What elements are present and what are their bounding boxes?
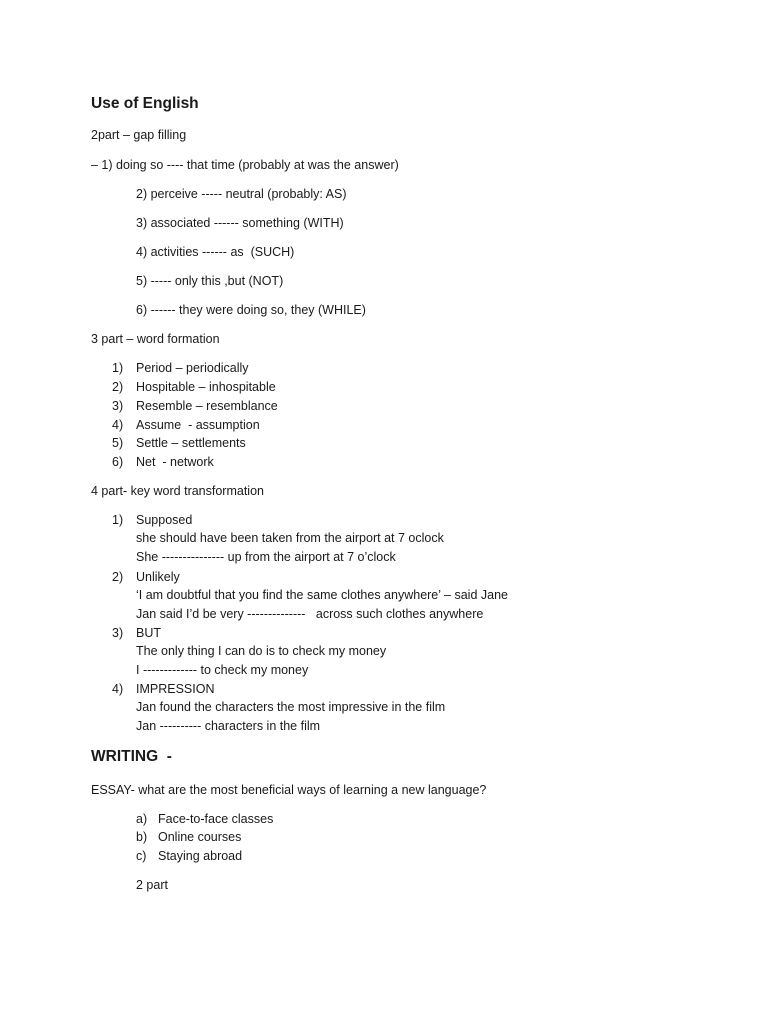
source-sentence: ‘I am doubtful that you find the same clothes anywhere’ – said Jane: [136, 588, 508, 602]
part2-item: – 1) doing so ---- that time (probably at was the answer): [91, 158, 399, 172]
source-sentence: The only thing I can do is to check my money: [136, 644, 387, 658]
essay-option: Staying abroad: [158, 849, 243, 863]
part2-item: 3) associated ------ something (WITH): [136, 216, 344, 230]
part2-item: 6) ------ they were doing so, they (WHILE): [136, 303, 366, 317]
list-number: 2): [112, 570, 124, 584]
list-item: Settle – settlements: [136, 436, 246, 450]
writing-part2-label: 2 part: [136, 878, 168, 892]
gapped-sentence: Jan ---------- characters in the film: [136, 719, 321, 733]
option-letter: b): [136, 830, 148, 844]
list-number: 6): [112, 455, 124, 469]
source-sentence: she should have been taken from the airport at 7 oclock: [136, 531, 444, 545]
list-number: 5): [112, 436, 124, 450]
part3-heading: 3 part – word formation: [91, 332, 220, 346]
essay-option: Face-to-face classes: [158, 812, 274, 826]
keyword: Unlikely: [136, 570, 180, 584]
list-number: 4): [112, 682, 124, 696]
list-number: 3): [112, 399, 124, 413]
list-number: 1): [112, 361, 124, 375]
writing-heading: WRITING -: [91, 748, 172, 765]
essay-option: Online courses: [158, 830, 242, 844]
list-number: 4): [112, 418, 124, 432]
part2-heading: 2part – gap filling: [91, 128, 187, 142]
part2-item: 4) activities ------ as (SUCH): [136, 245, 295, 259]
source-sentence: Jan found the characters the most impressive in the film: [136, 700, 446, 714]
list-item: Hospitable – inhospitable: [136, 380, 276, 394]
part2-item: 5) ----- only this ,but (NOT): [136, 274, 284, 288]
list-item: Net - network: [136, 455, 214, 469]
list-number: 2): [112, 380, 124, 394]
gapped-sentence: She --------------- up from the airport at 7 o’clock: [136, 550, 396, 564]
gapped-sentence: Jan said I’d be very -------------- across such clothes anywhere: [136, 607, 484, 621]
list-item: Period – periodically: [136, 361, 249, 375]
option-letter: a): [136, 812, 148, 826]
option-letter: c): [136, 849, 147, 863]
essay-prompt: ESSAY- what are the most beneficial ways of learning a new language?: [91, 783, 487, 797]
part4-heading: 4 part- key word transformation: [91, 484, 264, 498]
keyword: IMPRESSION: [136, 682, 215, 696]
list-item: Assume - assumption: [136, 418, 260, 432]
keyword: BUT: [136, 626, 161, 640]
list-number: 3): [112, 626, 124, 640]
page-title: Use of English: [91, 95, 199, 112]
part2-item: 2) perceive ----- neutral (probably: AS): [136, 187, 347, 201]
list-number: 1): [112, 513, 124, 527]
list-item: Resemble – resemblance: [136, 399, 278, 413]
keyword: Supposed: [136, 513, 193, 527]
gapped-sentence: I ------------- to check my money: [136, 663, 309, 677]
